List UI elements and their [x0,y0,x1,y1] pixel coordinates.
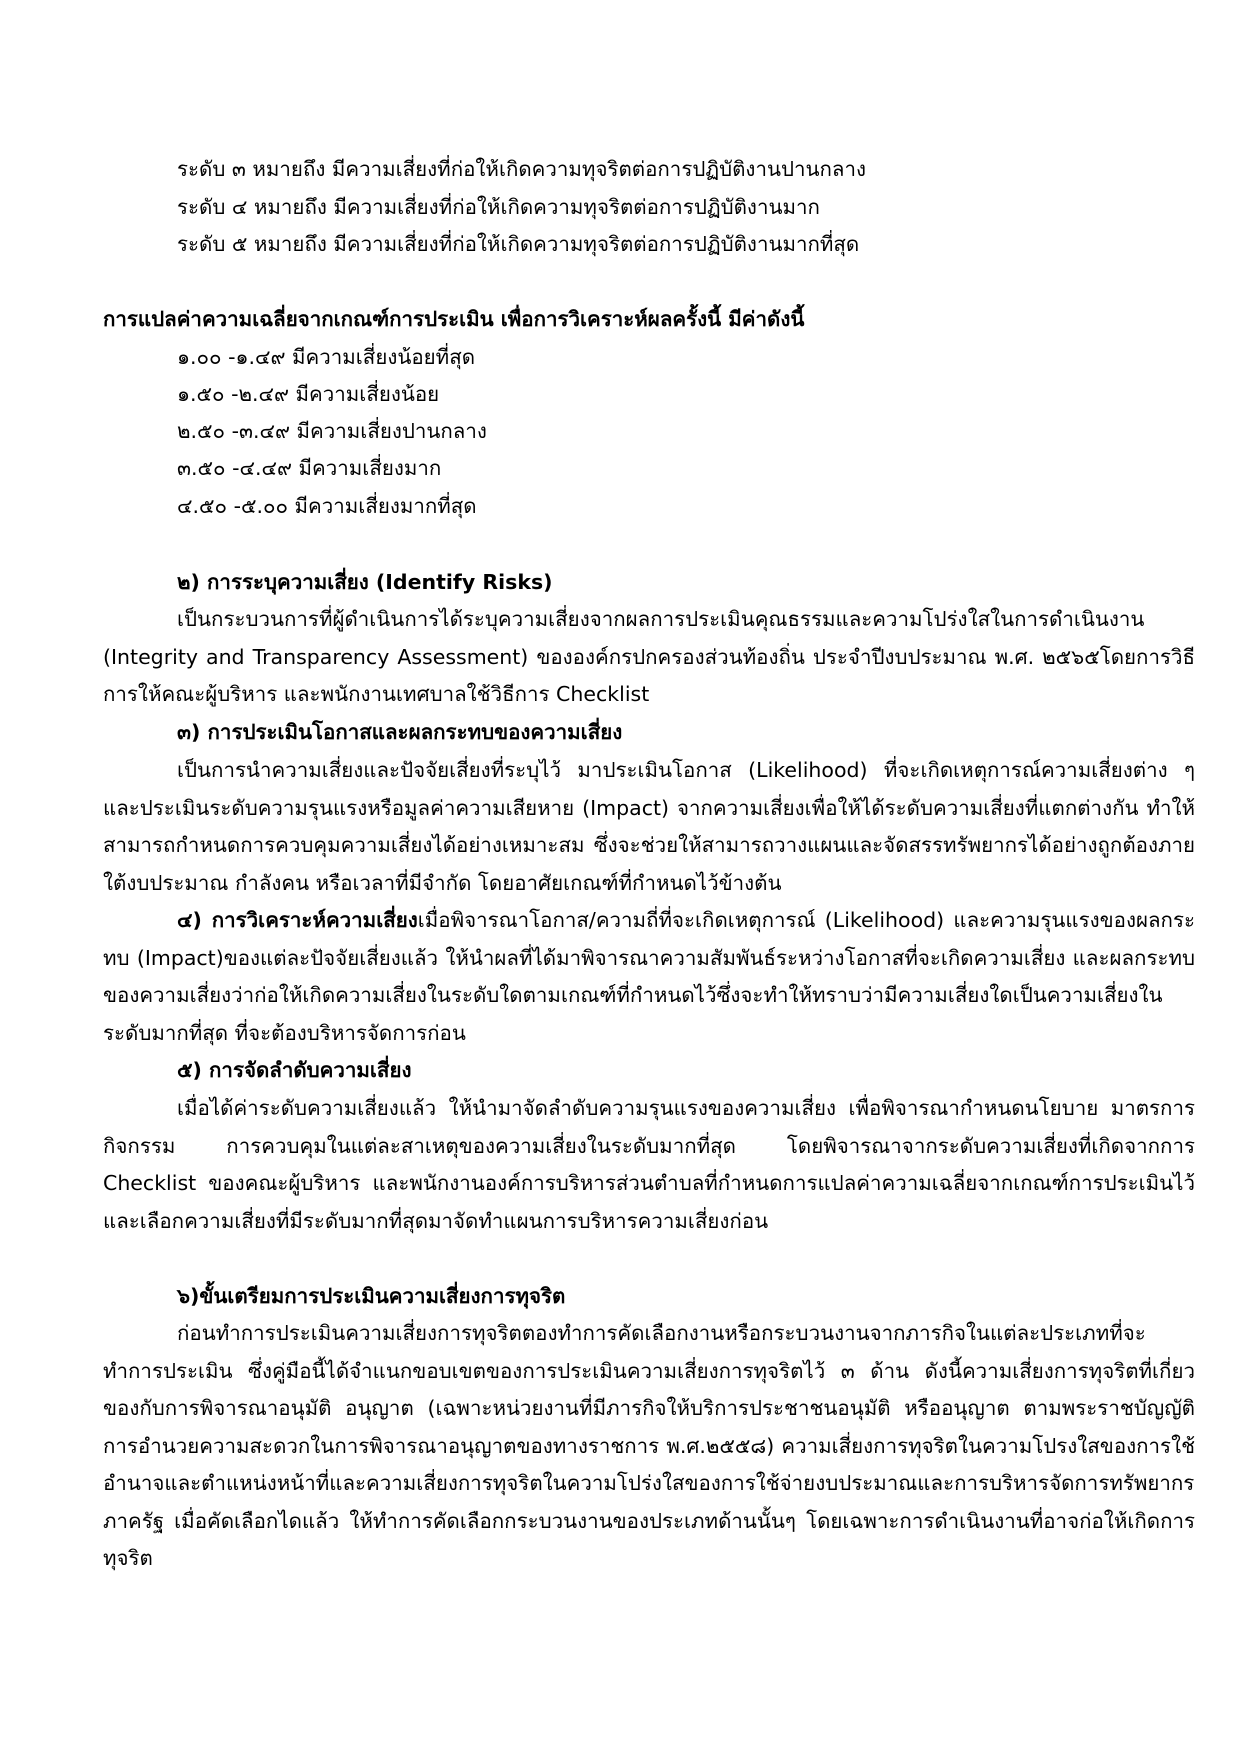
section-4-heading: ๔) การวิเคราะห์ความเสี่ยง [177,908,418,932]
range-item: ๔.๕๐ -๕.๐๐ มีความเสี่ยงมากที่สุด [177,494,477,518]
range-item: ๑.๐๐ -๑.๔๙ มีความเสี่ยงน้อยที่สุด [177,345,476,369]
section-2-heading: ๒) การระบุความเสี่ยง (Identify Risks) [177,570,553,594]
section-6-heading: ๖)ขั้นเตรียมการประเมินความเสี่ยงการทุจริต [177,1284,566,1308]
section-3-body: เป็นการนำความเสี่ยงและปัจจัยเสี่ยงที่ระบุไว้ มาประเมินโอกาส (Likelihood) ที่จะเกิดเหตุการณ์ความเสี่ยงต่าง ๆ และประเมินระดับความรุนแรงหรือมูลค่าความเสียหาย (Impact) จากความเสี่ยงเพื่อให้ได้ระดับความเสี่ยงที่แตกต่างกัน ทำให้สามารถกำหนดการควบคุมความเสี่ยงได้อย่างเหมาะสม ซึ่งจะช่วยให้สามารถวางแผนและจัดสรรทรัพยากรได้อย่างถูกต้องภายใต้งบประมาณ กำลังคน หรือเวลาที่มีจำกัด โดยอาศัยเกณฑ์ที่กำหนดไว้ข้างต้น [103,758,1195,895]
level-4-line: ระดับ ๔ หมายถึง มีความเสี่ยงที่ก่อให้เกิดความทุจริตต่อการปฏิบัติงานมาก [177,195,820,219]
section-2-body: เป็นกระบวนการที่ผู้ดำเนินการได้ระบุความเสี่ยงจากผลการประเมินคุณธรรมและความโปร่งใสในการดำเนินงาน (Integrity and Transparency Assessment) ขององค์กรปกครองส่วนท้องถิ่น ประจำปีงบประมาณ พ.ศ. ๒๕๖๕โดยการวิธีการให้คณะผู้บริหาร และพนักงานเทศบาลใช้วิธีการ Checklist [103,607,1195,706]
section-4-paragraph [103,902,1195,1052]
range-item: ๑.๕๐ -๒.๔๙ มีความเสี่ยงน้อย [177,382,440,406]
section-5-heading: ๕) การจัดลำดับความเสี่ยง [177,1058,412,1082]
level-5-line: ระดับ ๕ หมายถึง มีความเสี่ยงที่ก่อให้เกิดความทุจริตต่อการปฏิบัติงานมากที่สุด [177,232,860,256]
section-4-body: เมื่อพิจารณาโอกาส/ความถี่ที่จะเกิดเหตุการณ์ (Likelihood) และความรุนแรงของผลกระทบ (Impact)ของแต่ละปัจจัยเสี่ยงแล้ว ให้นำผลที่ได้มาพิจารณาความสัมพันธ์ระหว่างโอกาสที่จะเกิดความเสี่ยง และผลกระทบของความเสี่ยงว่าก่อให้เกิดความเสี่ยงในระดับใดตามเกณฑ์ที่กำหนดไว้ซึ่งจะทำให้ทราบว่ามีความเสี่ยงใดเป็นความเสี่ยงในระดับมากที่สุด ที่จะต้องบริหารจัดการก่อน [103,908,1195,1045]
section-5-body: เมื่อได้ค่าระดับความเสี่ยงแล้ว ให้นำมาจัดลำดับความรุนแรงของความเสี่ยง เพื่อพิจารณากำหนดนโยบาย มาตรการ กิจกรรม การควบคุมในแต่ละสาเหตุของความเสี่ยงในระดับมากที่สุด โดยพิจารณาจากระดับความเสี่ยงที่เกิดจากการ Checklist ของคณะผู้บริหาร และพนักงานองค์การบริหารส่วนตำบลที่กำหนดการแปลค่าความเฉลี่ยจากเกณฑ์การประเมินไว้ และเลือกความเสี่ยงที่มีระดับมากที่สุดมาจัดทำแผนการบริหารความเสี่ยงก่อน [103,1096,1195,1233]
range-item: ๓.๕๐ -๔.๔๙ มีความเสี่ยงมาก [177,456,442,480]
level-3-line: ระดับ ๓ หมายถึง มีความเสี่ยงที่ก่อให้เกิดความทุจริตต่อการปฏิบัติงานปานกลาง [177,157,867,181]
section-3-heading: ๓) การประเมินโอกาสและผลกระทบของความเสี่ยง [177,720,623,744]
interpretation-heading: การแปลค่าความเฉลี่ยจากเกณฑ์การประเมิน เพื่อการวิเคราะห์ผลครั้งนี้ มีค่าดังนี้ [103,307,805,331]
section-6-body: ก่อนทำการประเมินความเสี่ยงการทุจริตตองทำการคัดเลือกงานหรือกระบวนงานจากภารกิจในแต่ละประเภทที่จะทำการประเมิน ซึ่งคู่มือนี้ได้จำแนกขอบเขตของการประเมินความเสี่ยงการทุจริตไว้ ๓ ด้าน ดังนี้ความเสี่ยงการทุจริตที่เกี่ยวของกับการพิจารณาอนุมัติ อนุญาต (เฉพาะหน่วยงานที่มีภารกิจให้บริการประชาชนอนุมัติ หรืออนุญาต ตามพระราชบัญญัติการอำนวยความสะดวกในการพิจารณาอนุญาตของทางราชการ พ.ศ.๒๕๕๘) ความเสี่ยงการทุจริตในความโปรงใสของการใช้อำนาจและตำแหน่งหน้าที่และความเสี่ยงการทุจริตในความโปร่งใสของการใช้จ่ายงบประมาณและการบริหารจัดการทรัพยากรภาครัฐ เมื่อคัดเลือกไดแล้ว ให้ทำการคัดเลือกกระบวนงานของประเภทด้านนั้นๆ โดยเฉพาะการดำเนินงานที่อาจก่อให้เกิดการทุจริต [103,1321,1195,1570]
range-item: ๒.๕๐ -๓.๔๙ มีความเสี่ยงปานกลาง [177,419,487,443]
